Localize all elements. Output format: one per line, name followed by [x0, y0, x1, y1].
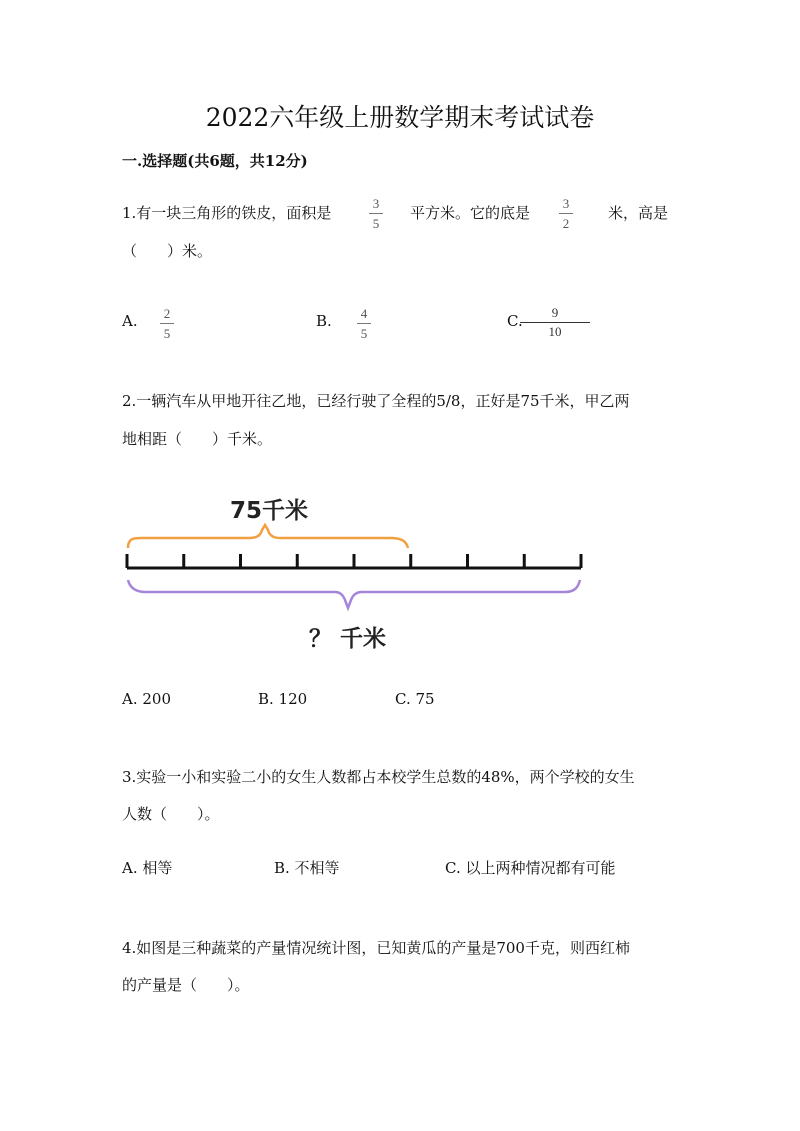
q4-text-line2: 的产量是（ ）。 [122, 976, 250, 994]
q1-option-b-label: B. [316, 312, 332, 330]
top-brace [128, 525, 408, 548]
q1-text-line2: （ ）米。 [122, 242, 213, 260]
q4-text-line1: 4.如图是三种蔬菜的产量情况统计图，已知黄瓜的产量是700千克，则西红柿 [122, 939, 630, 957]
q3-option-a: A. 相等 [122, 859, 173, 877]
q2-option-b: B. 120 [258, 690, 308, 708]
q1-option-c-label: C. [507, 312, 523, 330]
q2-text-line2: 地相距（ ）千米。 [122, 430, 273, 448]
q1-option-b-fraction: 4 5 [356, 306, 372, 341]
segment-diagram [110, 520, 600, 620]
q1-option-a-label: A. [122, 312, 138, 330]
page-title: 2022六年级上册数学期末考试试卷 [205, 103, 595, 132]
q3-text-line2: 人数（ ）。 [122, 805, 220, 823]
diagram-bottom-label: ？ 千米 [309, 626, 387, 652]
q1-text-part3: 米，高是 [608, 204, 669, 222]
q2-option-a: A. 200 [122, 690, 171, 708]
tick-marks [127, 554, 581, 568]
bottom-brace [128, 580, 580, 608]
diagram-top-label: 75千米 [230, 498, 309, 524]
q1-text-part1: 1.有一块三角形的铁皮，面积是 [122, 204, 332, 222]
q2-text-line1: 2.一辆汽车从甲地开往乙地，已经行驶了全程的5/8，正好是75千米，甲乙两 [122, 392, 630, 410]
q3-option-c: C. 以上两种情况都有可能 [445, 859, 616, 877]
q1-fraction-base: 3 2 [558, 196, 574, 231]
q3-option-b: B. 不相等 [274, 859, 340, 877]
q3-text-line1: 3.实验一小和实验二小的女生人数都占本校学生总数的48%，两个学校的女生 [122, 768, 635, 786]
q2-option-c: C. 75 [395, 690, 435, 708]
q1-fraction-area: 3 5 [368, 196, 384, 231]
section-heading: 一.选择题(共6题，共12分) [122, 152, 308, 170]
q1-option-a-fraction: 2 5 [159, 306, 175, 341]
q1-text-part2: 平方米。它的底是 [410, 204, 531, 222]
q1-option-c-fraction: 9 10 [520, 306, 590, 339]
